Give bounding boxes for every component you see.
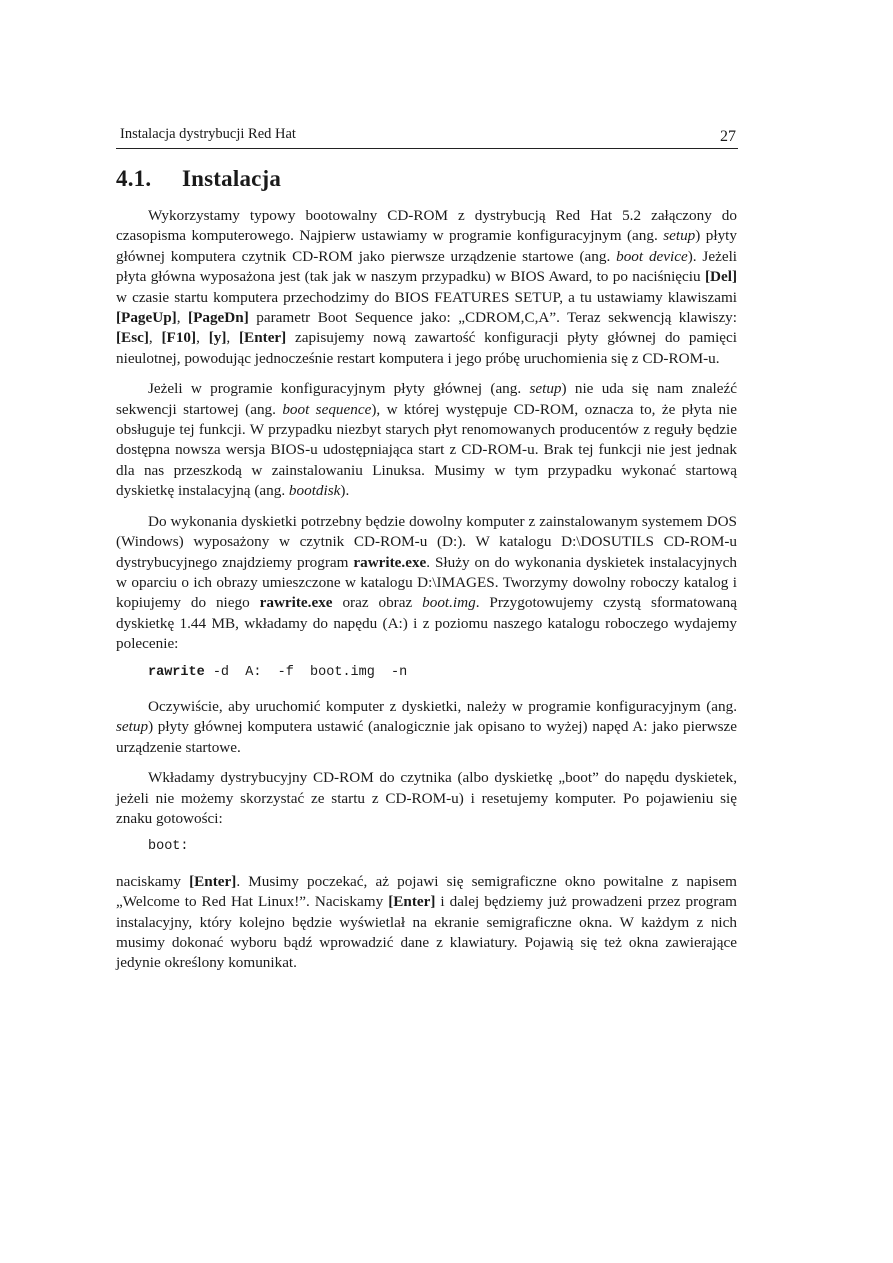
key-name: [Enter] xyxy=(388,893,436,911)
text: naciskamy xyxy=(116,872,190,890)
text: parametr Boot Sequence jako: „CDROM,C,A”. Teraz sekwencją klawiszy: xyxy=(248,309,737,327)
command-name: rawrite xyxy=(148,664,205,680)
text: i dalej będziemy już prowadzeni przez program instalacyjny, który kolejno będzie wyświetlał na ekranie semigraficzne okna. W każdym z nich musimy dokonać wyboru bądź wprowadzić dane z klawiatury. Pojawią się też okna zawierające jedynie określony komunikat. xyxy=(116,893,737,972)
text: ) płyty głównej komputera ustawić (analogicznie jak opisano to wyżej) napęd A: jako pierwsze urządzenie startowe. xyxy=(116,718,737,756)
page-number: 27 xyxy=(720,128,736,145)
text: . Musimy poczekać, aż pojawi się semigraficzne okno powitalne z napisem „Welcome to Red Hat Linux!”. Naciskamy xyxy=(116,872,737,911)
text: ). Jeżeli płyta główna wyposażona jest (tak jak w naszym przypadku) w BIOS Award, to po naciśnięciu xyxy=(116,247,738,286)
key-name: [PageDn] xyxy=(188,309,249,327)
key-name: [Enter] xyxy=(189,872,237,890)
text: zapisujemy nową zawartość konfiguracji płyty głównej do pamięci nieulotnej, powodując jednocześnie restart komputera i jego próbę uruchomienia się z CD-ROM-u. xyxy=(116,329,737,367)
section-heading xyxy=(116,166,281,192)
paragraph-1 xyxy=(116,206,737,369)
text: , xyxy=(226,329,239,347)
text: Wykorzystamy typowy bootowalny CD-ROM z dystrybucją Red Hat 5.2 załączony do czasopisma komputerowego. Najpierw ustawiamy w programie konfiguracyjnym (ang. xyxy=(116,207,737,245)
text: ) płyty głównej komputera czytnik CD-ROM jako pierwsze urządzenie startowe (ang. xyxy=(116,227,737,265)
paragraph-4 xyxy=(116,697,737,758)
section-title: Instalacja xyxy=(182,166,282,191)
text: ) nie uda się nam znaleźć sekwencji startowej (ang. xyxy=(116,380,737,418)
key-name: [F10] xyxy=(161,329,197,347)
emphasis: boot device xyxy=(616,247,688,265)
body-text xyxy=(116,206,737,984)
text: ). xyxy=(340,482,350,500)
emphasis: boot sequence xyxy=(282,400,372,418)
text: Wkładamy dystrybucyjny CD-ROM do czytnika (albo dyskietkę „boot” do napędu dyskietek, jeżeli nie możemy skorzystać ze startu z CD-ROM-u) i resetujemy komputer. Po pojawieniu się znaku gotowości: xyxy=(116,769,737,827)
program-name: rawrite.exe xyxy=(353,553,427,571)
emphasis: setup xyxy=(116,718,149,736)
paragraph-5 xyxy=(116,768,737,829)
text: . Służy on do wykonania dyskietek instalacyjnych w oparciu o ich obrazy umieszczone w katalogu D:\IMAGES. Tworzymy dowolny roboczy katalog i kopiujemy do niego xyxy=(116,553,737,612)
emphasis: bootdisk xyxy=(288,482,341,500)
running-title: Instalacja dystrybucji Red Hat xyxy=(120,126,296,142)
running-header xyxy=(116,122,738,149)
key-name: [Esc] xyxy=(116,329,149,347)
text: oraz obraz xyxy=(332,594,423,612)
emphasis: setup xyxy=(663,227,696,245)
text: w czasie startu komputera przechodzimy do BIOS FEATURES SETUP, a tu ustawiamy klawiszami xyxy=(116,288,737,306)
text: . Przygotowujemy czystą sformatowaną dyskietkę 1.44 MB, wkładamy do napędu (A:) i z poziomu naszego katalogu roboczego wydajemy polecenie: xyxy=(116,594,737,653)
key-name: [PageUp] xyxy=(116,309,177,327)
text: Jeżeli w programie konfiguracyjnym płyty głównej (ang. xyxy=(148,380,530,398)
key-name: [y] xyxy=(208,329,227,347)
text: ), w której występuje CD-ROM, oznacza to, że płyta nie obsługuje tej funkcji. W przypadku niezbyt starych płyt renomowanych producentów z reguły będzie dostępna nowsza wersja BIOS-u udostępniająca start z CD-ROM-u. Brak tej funkcji nie jest jednak dla nas przeszkodą w zainstalowaniu Linuksa. Musimy w tym przypadku wykonać startową dyskietkę instalacyjną (ang. xyxy=(116,400,737,500)
text: Oczywiście, aby uruchomić komputer z dyskietki, należy w programie konfiguracyjnym (ang. xyxy=(148,697,737,715)
text: , xyxy=(148,329,162,347)
key-name: [Del] xyxy=(704,268,737,286)
paragraph-3 xyxy=(116,512,737,655)
emphasis: boot.img xyxy=(422,594,476,612)
code-line-rawrite xyxy=(148,663,737,683)
key-name: [Enter] xyxy=(239,329,287,347)
text: Do wykonania dyskietki potrzebny będzie dowolny komputer z zainstalowanym systemem DOS (Windows) wyposażony w czytnik CD-ROM-u (D:). W katalogu D:\DOSUTILS CD-ROM-u dystrybucyjnego znajdziemy program xyxy=(116,512,737,571)
section-number: 4.1. xyxy=(116,166,152,191)
paragraph-6 xyxy=(116,872,737,974)
command-args: -d A: -f boot.img -n xyxy=(204,664,408,680)
text: , xyxy=(196,329,209,347)
emphasis: setup xyxy=(529,380,562,398)
text: , xyxy=(176,309,189,327)
paragraph-2 xyxy=(116,379,737,501)
code-line-boot-prompt: boot: xyxy=(148,839,189,855)
program-name: rawrite.exe xyxy=(259,594,333,612)
